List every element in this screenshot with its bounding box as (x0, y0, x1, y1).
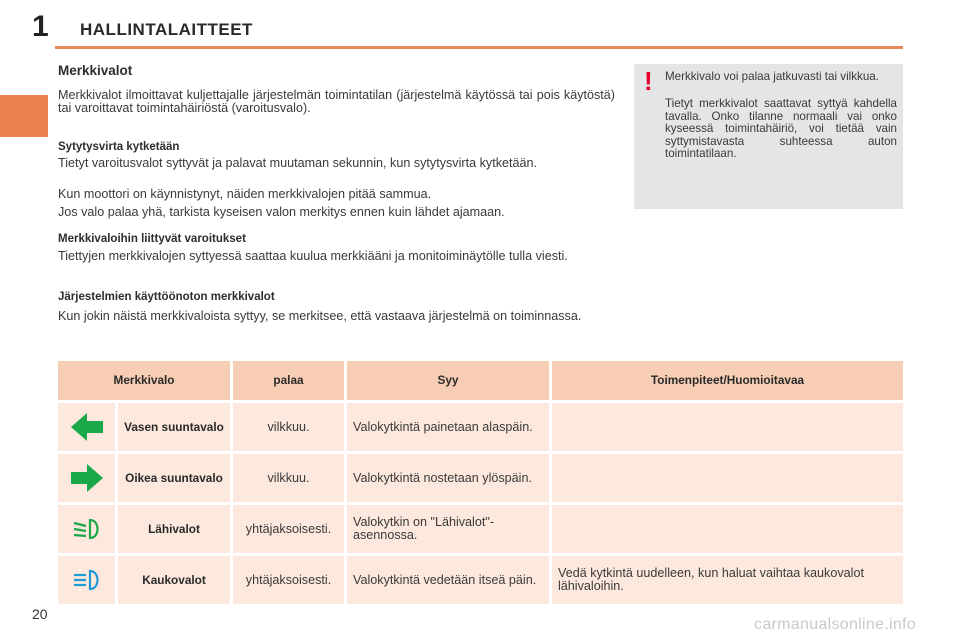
indicator-state: vilkkuu. (233, 454, 344, 502)
chapter-side-tab (0, 95, 48, 137)
warnings-paragraph: Tiettyjen merkkivalojen syttyessä saattaa kuulua merkkiääni ja monitoiminäytölle tulla viesti. (58, 249, 568, 263)
indicator-action (552, 505, 903, 553)
header-cause: Syy (347, 361, 549, 400)
table-row (58, 556, 903, 604)
low-beam-icon (70, 517, 104, 541)
indicator-cause: Valokytkintä nostetaan ylöspäin. (347, 454, 549, 502)
chapter-number: 1 (32, 10, 49, 43)
subheading-warnings: Merkkivaloihin liittyvät varoitukset (58, 233, 246, 245)
icon-cell (58, 556, 115, 604)
right-turn-arrow-icon (69, 462, 105, 494)
indicator-name: Kaukovalot (118, 556, 230, 604)
indicator-state: vilkkuu. (233, 403, 344, 451)
icon-cell (58, 505, 115, 553)
section-title: Merkkivalot (58, 63, 133, 78)
high-beam-icon (70, 568, 104, 592)
indicator-state: yhtäjaksoisesti. (233, 505, 344, 553)
page-number: 20 (32, 606, 48, 622)
table-row (58, 454, 903, 502)
warning-text-1: Merkkivalo voi palaa jatkuvasti tai vilkkua. (665, 70, 879, 83)
indicator-cause: Valokytkintä painetaan alaspäin. (347, 403, 549, 451)
chapter-title: HALLINTALAITTEET (80, 20, 253, 39)
table-row (58, 403, 903, 451)
ignition-paragraph-3: Jos valo palaa yhä, tarkista kyseisen valon merkitys ennen kuin lähdet ajamaan. (58, 205, 505, 219)
header-indicator: Merkkivalo (58, 361, 230, 400)
icon-cell (58, 454, 115, 502)
ignition-paragraph-2: Kun moottori on käynnistynyt, näiden merkkivalojen pitää sammua. (58, 187, 432, 201)
subheading-system-lamps: Järjestelmien käyttöönoton merkkivalot (58, 291, 275, 303)
table-row (58, 505, 903, 553)
system-lamps-paragraph: Kun jokin näistä merkkivaloista syttyy, se merkitsee, että vastaava järjestelmä on toiminnassa. (58, 309, 582, 323)
indicator-cause: Valokytkintä vedetään itseä päin. (347, 556, 549, 604)
indicator-action (552, 403, 903, 451)
header-state: palaa (233, 361, 344, 400)
indicator-cause: Valokytkin on "Lähivalot"-asennossa. (347, 505, 549, 553)
indicator-action: Vedä kytkintä uudelleen, kun haluat vaihtaa kaukovalot lähivaloihin. (552, 556, 903, 604)
warning-box (634, 64, 903, 209)
indicator-state: yhtäjaksoisesti. (233, 556, 344, 604)
left-turn-arrow-icon (69, 411, 105, 443)
icon-cell (58, 403, 115, 451)
header-action: Toimenpiteet/Huomioitavaa (552, 361, 903, 400)
indicator-name: Vasen suuntavalo (118, 403, 230, 451)
indicator-name: Lähivalot (118, 505, 230, 553)
indicator-action (552, 454, 903, 502)
indicator-name: Oikea suuntavalo (118, 454, 230, 502)
header-rule (55, 46, 903, 49)
intro-paragraph: Merkkivalot ilmoittavat kuljettajalle järjestelmän toimintatilan (järjestelmä käytössä tai pois käytöstä) tai varoittavat toimintahäiriöstä (varoitusvalo). (58, 88, 615, 115)
subheading-ignition: Sytytysvirta kytketään (58, 141, 180, 153)
warning-exclamation-icon: ! (644, 66, 653, 96)
ignition-paragraph-1: Tietyt varoitusvalot syttyvät ja palavat muutaman sekunnin, kun sytytysvirta kytketään. (58, 156, 538, 170)
table-header-row (58, 361, 903, 400)
watermark: carmanualsonline.info (754, 616, 916, 633)
warning-text-2: Tietyt merkkivalot saattavat syttyä kahdella tavalla. Onko tilanne normaali vai onko kyseessä toimintahäiriö, voi tietää vain syttymistavasta suhteessa auton toimintatilaan. (665, 97, 897, 160)
